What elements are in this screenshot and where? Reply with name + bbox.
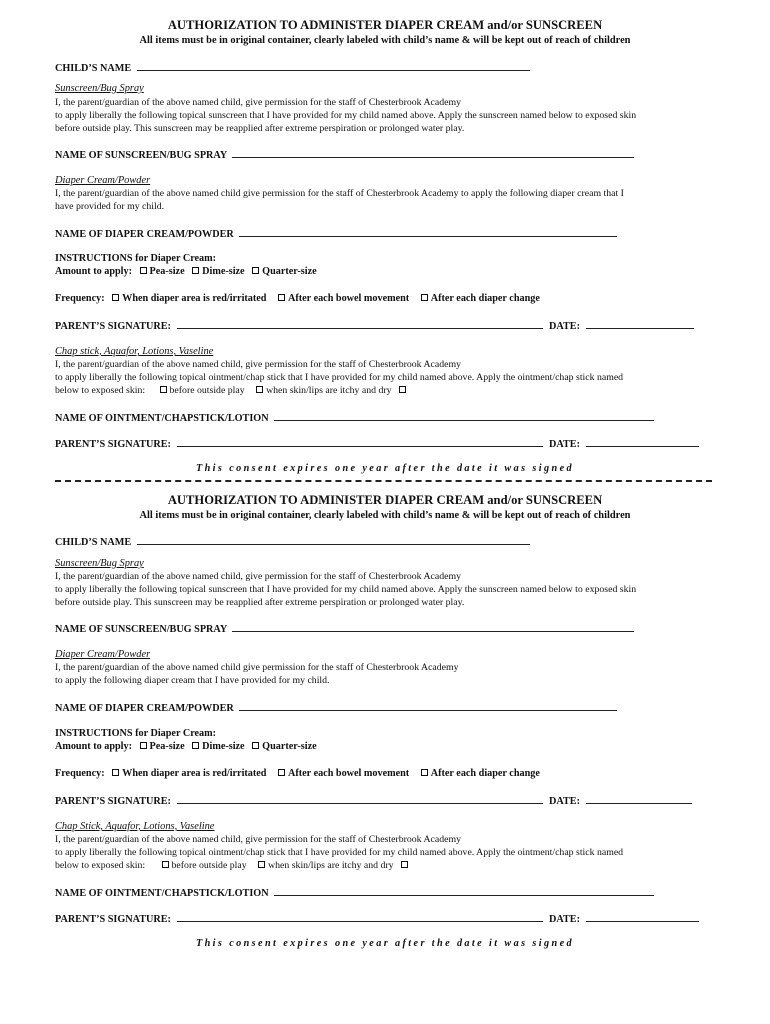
diaper-name-label: NAME OF DIAPER CREAM/POWDER (55, 703, 234, 714)
bowel-movement-label: After each bowel movement (288, 293, 410, 304)
chapstick-text-line: I, the parent/guardian of the above named child, give permission for the staff of Chesterbrook Academy (55, 834, 461, 845)
diaper-text-line: I, the parent/guardian of the above named child give permission for the staff of Chesterbrook Academy to apply the following diaper cream that I (55, 188, 624, 199)
red-irritated-checkbox[interactable] (112, 769, 119, 776)
child-name-label: CHILD’S NAME (55, 63, 132, 74)
amount-row (55, 741, 317, 752)
date-field-2[interactable] (586, 912, 699, 922)
sunscreen-name-row (55, 148, 634, 161)
dime-size-label: Dime-size (202, 266, 245, 277)
dime-size-label: Dime-size (202, 741, 245, 752)
signature-label: PARENT’S SIGNATURE: (55, 321, 171, 332)
quarter-size-checkbox[interactable] (252, 267, 259, 274)
frequency-row (55, 293, 540, 304)
dime-size-checkbox[interactable] (192, 267, 199, 274)
diaper-change-checkbox[interactable] (421, 294, 428, 301)
sunscreen-text-line: I, the parent/guardian of the above named child, give permission for the staff of Chesterbrook Academy (55, 97, 461, 108)
before-outside-play-label: before outside play (171, 860, 247, 871)
chapstick-text-line: to apply liberally the following topical ointment/chap stick that I have provided for my child named above. Apply the ointment/chap stick named (55, 847, 624, 858)
form-subtitle: All items must be in original container, clearly labeled with child’s name & will be kept out of reach of children (139, 510, 631, 521)
sunscreen-name-label: NAME OF SUNSCREEN/BUG SPRAY (55, 624, 227, 635)
diaper-change-label: After each diaper change (430, 768, 540, 779)
pea-size-label: Pea-size (149, 266, 185, 277)
chapstick-heading: Chap stick, Aquafor, Lotions, Vaseline (55, 346, 214, 357)
amount-label: Amount to apply: (55, 741, 132, 752)
itchy-dry-checkbox-2[interactable] (399, 386, 406, 393)
itchy-dry-checkbox-2[interactable] (401, 861, 408, 868)
quarter-size-checkbox[interactable] (252, 742, 259, 749)
diaper-name-field[interactable] (239, 701, 617, 711)
before-outside-play-checkbox[interactable] (162, 861, 169, 868)
ointment-name-row (55, 886, 654, 899)
amount-label: Amount to apply: (55, 266, 132, 277)
chapstick-text-line: to apply liberally the following topical ointment/chap stick that I have provided for my child named above. Apply the ointment/chap stick named (55, 372, 624, 383)
expiry-notice: This consent expires one year after the date it was signed (195, 938, 575, 949)
diaper-change-label: After each diaper change (430, 293, 540, 304)
chapstick-options-row (55, 385, 409, 396)
diaper-name-row (55, 701, 617, 714)
amount-row (55, 266, 317, 277)
signature-label-2: PARENT’S SIGNATURE: (55, 439, 171, 450)
form-title: AUTHORIZATION TO ADMINISTER DIAPER CREAM and/or SUNSCREEN (167, 18, 603, 32)
chapstick-heading: Chap Stick, Aquafor, Lotions, Vaseline (55, 821, 215, 832)
date-label-2: DATE: (549, 439, 580, 450)
bowel-movement-checkbox[interactable] (278, 294, 285, 301)
ointment-name-row (55, 411, 654, 424)
signature-field-2[interactable] (177, 437, 543, 447)
child-name-field[interactable] (137, 61, 530, 71)
date-field[interactable] (586, 319, 694, 329)
sunscreen-text-line: before outside play. This sunscreen may be reapplied after extreme perspiration or prolonged water play. (55, 123, 465, 134)
chapstick-last-line: below to exposed skin: (55, 385, 146, 396)
pea-size-checkbox[interactable] (140, 267, 147, 274)
child-name-field[interactable] (137, 535, 530, 545)
frequency-row (55, 768, 540, 779)
diaper-text-line: have provided for my child. (55, 201, 165, 212)
ointment-name-field[interactable] (274, 411, 654, 421)
child-name-row (55, 535, 530, 548)
itchy-dry-label: when skin/lips are itchy and dry (266, 385, 392, 396)
diaper-heading: Diaper Cream/Powder (55, 649, 151, 660)
before-outside-play-label: before outside play (169, 385, 245, 396)
date-label: DATE: (549, 796, 580, 807)
ointment-name-label: NAME OF OINTMENT/CHAPSTICK/LOTION (55, 413, 269, 424)
form-subtitle: All items must be in original container, clearly labeled with child’s name & will be kept out of reach of children (139, 35, 631, 46)
diaper-text-line: I, the parent/guardian of the above named child give permission for the staff of Chesterbrook Academy (55, 662, 459, 673)
form-title: AUTHORIZATION TO ADMINISTER DIAPER CREAM and/or SUNSCREEN (167, 493, 603, 507)
diaper-heading: Diaper Cream/Powder (55, 175, 151, 186)
instructions-label: INSTRUCTIONS for Diaper Cream: (55, 253, 217, 264)
date-field[interactable] (586, 794, 692, 804)
quarter-size-label: Quarter-size (262, 741, 317, 752)
itchy-dry-label: when skin/lips are itchy and dry (268, 860, 394, 871)
sunscreen-text-line: to apply liberally the following topical sunscreen that I have provided for my child named above. Apply the sunscreen named below to exposed skin (55, 110, 637, 121)
date-label-2: DATE: (549, 914, 580, 925)
sunscreen-name-label: NAME OF SUNSCREEN/BUG SPRAY (55, 150, 227, 161)
bowel-movement-checkbox[interactable] (278, 769, 285, 776)
sunscreen-name-row (55, 622, 634, 635)
pea-size-checkbox[interactable] (140, 742, 147, 749)
before-outside-play-checkbox[interactable] (160, 386, 167, 393)
sunscreen-name-field[interactable] (232, 622, 634, 632)
chapstick-text-line: I, the parent/guardian of the above named child, give permission for the staff of Chesterbrook Academy (55, 359, 461, 370)
dime-size-checkbox[interactable] (192, 742, 199, 749)
sunscreen-text-line: I, the parent/guardian of the above named child, give permission for the staff of Chesterbrook Academy (55, 571, 461, 582)
chapstick-options-row (55, 860, 411, 871)
diaper-name-row (55, 227, 617, 240)
red-irritated-label: When diaper area is red/irritated (122, 293, 267, 304)
diaper-change-checkbox[interactable] (421, 769, 428, 776)
signature-field[interactable] (177, 319, 543, 329)
child-name-label: CHILD’S NAME (55, 537, 132, 548)
diaper-name-label: NAME OF DIAPER CREAM/POWDER (55, 229, 234, 240)
authorization-form-1 (0, 0, 770, 474)
expiry-notice: This consent expires one year after the date it was signed (195, 463, 575, 474)
sunscreen-text-line: before outside play. This sunscreen may be reapplied after extreme perspiration or prolonged water play. (55, 597, 465, 608)
signature-row-2 (55, 437, 699, 450)
quarter-size-label: Quarter-size (262, 266, 317, 277)
red-irritated-label: When diaper area is red/irritated (122, 768, 267, 779)
child-name-row (55, 61, 530, 74)
sunscreen-name-field[interactable] (232, 148, 634, 158)
signature-label: PARENT’S SIGNATURE: (55, 796, 171, 807)
diaper-text-line: to apply the following diaper cream that I have provided for my child. (55, 675, 330, 686)
ointment-name-field[interactable] (274, 886, 654, 896)
itchy-dry-checkbox[interactable] (258, 861, 265, 868)
date-field-2[interactable] (586, 437, 699, 447)
red-irritated-checkbox[interactable] (112, 294, 119, 301)
diaper-name-field[interactable] (239, 227, 617, 237)
ointment-name-label: NAME OF OINTMENT/CHAPSTICK/LOTION (55, 888, 269, 899)
itchy-dry-checkbox[interactable] (256, 386, 263, 393)
chapstick-last-line: below to exposed skin: (55, 860, 146, 871)
instructions-label: INSTRUCTIONS for Diaper Cream: (55, 728, 217, 739)
signature-row-2 (55, 912, 699, 925)
sunscreen-text-line: to apply liberally the following topical sunscreen that I have provided for my child named above. Apply the sunscreen named below to exposed skin (55, 584, 637, 595)
frequency-label: Frequency: (55, 293, 105, 304)
pea-size-label: Pea-size (149, 741, 185, 752)
signature-field[interactable] (177, 794, 543, 804)
date-label: DATE: (549, 321, 580, 332)
frequency-label: Frequency: (55, 768, 105, 779)
signature-row (55, 794, 692, 807)
bowel-movement-label: After each bowel movement (288, 768, 410, 779)
sunscreen-heading: Sunscreen/Bug Spray (55, 83, 144, 94)
signature-label-2: PARENT’S SIGNATURE: (55, 914, 171, 925)
signature-field-2[interactable] (177, 912, 543, 922)
authorization-form-2 (0, 474, 770, 948)
sunscreen-heading: Sunscreen/Bug Spray (55, 558, 144, 569)
signature-row (55, 319, 694, 332)
